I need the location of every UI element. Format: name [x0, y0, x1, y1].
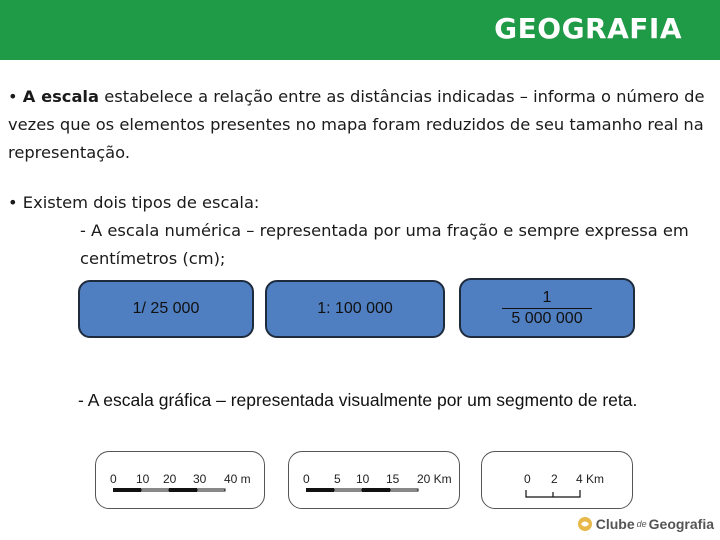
fraction	[502, 288, 592, 329]
scale2-bar	[289, 452, 460, 509]
scale1-tick: 20	[163, 472, 177, 486]
paragraph-text: estabelece a relação entre as distâncias indicadas – informa o número de vezes que os elementos presentes no mapa foram reduzidos de seu tamanho real na representação.	[8, 87, 705, 162]
footer-logo	[577, 516, 714, 532]
paragraph-escala	[8, 83, 716, 167]
scale2-tick: 15	[386, 472, 400, 486]
scale3-tick: 4 Km	[576, 472, 605, 486]
scale2-tick: 5	[334, 472, 341, 486]
bullet: •	[8, 87, 18, 106]
brand-de: de	[636, 519, 647, 529]
term-escala: A escala	[22, 87, 100, 106]
paragraph-tipos	[8, 189, 716, 273]
scale2-tick: 0	[303, 472, 310, 486]
numerica-line: - A escala numérica – representada por uma fração e sempre expressa em centímetros (cm);	[80, 221, 689, 268]
scale1-bar	[96, 452, 265, 509]
graphic-scale-text: - A escala gráfica – representada visualmente por um segmento de reta.	[78, 390, 638, 410]
numeric-scale-box-2	[265, 280, 445, 338]
scale2-tick: 20 Km	[417, 472, 452, 486]
leaf-icon	[577, 516, 593, 532]
numeric-scale-2: 1: 100 000	[317, 300, 393, 317]
scale3-tick: 2	[551, 472, 558, 486]
numeric-scale-box-1	[78, 280, 254, 338]
brand-clube: Clube	[595, 516, 635, 532]
numeric-scale-box-3	[459, 278, 635, 338]
graphic-scale-box-1	[95, 451, 265, 509]
scale3-tick: 0	[524, 472, 531, 486]
graphic-scale-box-3	[481, 451, 633, 509]
numeric-scale-1: 1/ 25 000	[132, 300, 200, 317]
scale1-tick: 30	[193, 472, 207, 486]
brand-geografia: Geografia	[648, 516, 714, 532]
scale2-tick: 10	[356, 472, 370, 486]
fraction-denominator: 5 000 000	[511, 309, 583, 327]
page-title: GEOGRAFIA	[494, 12, 682, 45]
tipos-line: • Existem dois tipos de escala:	[8, 193, 260, 212]
scale1-tick: 0	[110, 472, 117, 486]
graphic-scale-box-2	[288, 451, 460, 509]
fraction-numerator: 1	[502, 288, 592, 309]
scale3-bar	[482, 452, 633, 509]
scale1-tick: 40 m	[224, 472, 251, 486]
scale1-tick: 10	[136, 472, 150, 486]
